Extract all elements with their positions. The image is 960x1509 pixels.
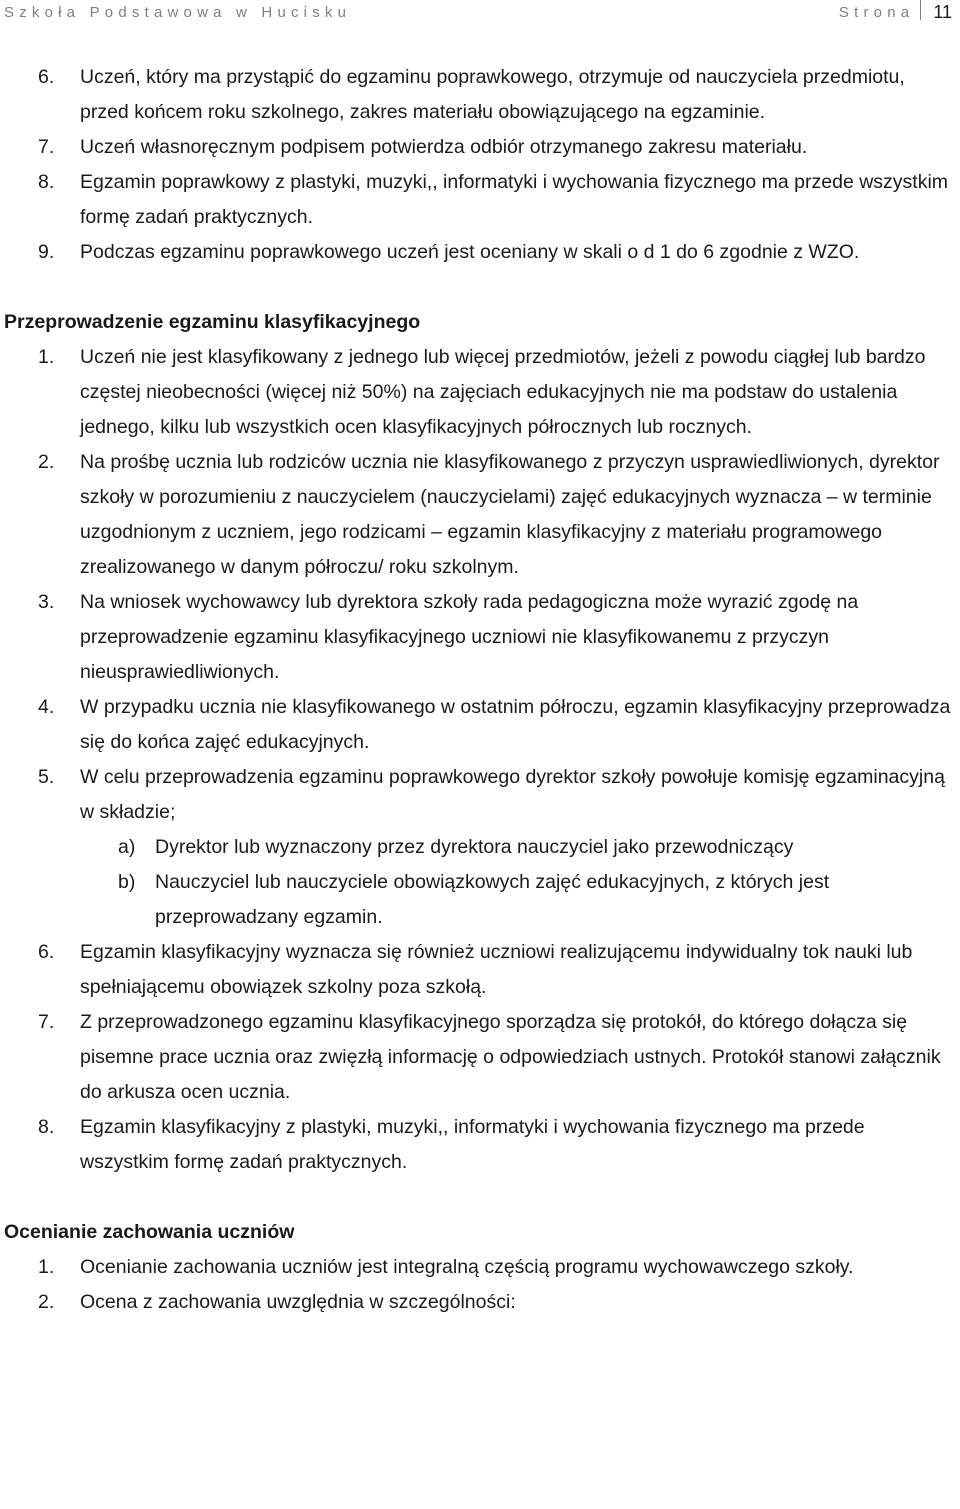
list-number: 5.: [38, 766, 55, 788]
list-item: [0, 690, 960, 760]
list-item: [0, 585, 960, 690]
list-text: Uczeń nie jest klasyfikowany z jednego lub więcej przedmiotów, jeżeli z powodu ciągłej lub bardzo częstej nieobecności (więcej niż 50%) na zajęciach edukacyjnych nie ma podstaw do ustalenia jednego, kilku lub wszystkich ocen klasyfikacyjnych półrocznych lub rocznych.: [80, 346, 926, 438]
sub-list-letter: a): [118, 836, 136, 858]
page-number: 11: [933, 2, 952, 22]
list-item: [0, 60, 960, 130]
list-text: Ocena z zachowania uwzględnia w szczególności:: [80, 1291, 516, 1313]
section-gap: [0, 1180, 960, 1215]
list-item: [0, 1110, 960, 1180]
list-number: 6.: [38, 941, 55, 963]
page-header: [0, 0, 960, 34]
list-item: [0, 130, 960, 165]
list-text: Podczas egzaminu poprawkowego uczeń jest oceniany w skali o d 1 do 6 zgodnie z WZO.: [80, 241, 860, 263]
section-heading: Ocenianie zachowania uczniów: [4, 1221, 295, 1243]
list-item: [0, 1005, 960, 1110]
page-label: Strona: [838, 4, 915, 21]
document-body: [0, 60, 960, 1320]
sub-list-text: Dyrektor lub wyznaczony przez dyrektora nauczyciel jako przewodniczący: [155, 836, 794, 858]
list-text: Egzamin poprawkowy z plastyki, muzyki,, informatyki i wychowania fizycznego ma przede wszystkim formę zadań praktycznych.: [80, 171, 949, 228]
list-item: [0, 1285, 960, 1320]
list-text: Uczeń, który ma przystąpić do egzaminu poprawkowego, otrzymuje od nauczyciela przedmiotu, przed końcem roku szkolnego, zakres materiału obowiązującego na egzaminie.: [80, 66, 905, 123]
list-number: 3.: [38, 591, 55, 613]
school-name: Szkoła Podstawowa w Hucisku: [4, 4, 352, 21]
list-item: [0, 445, 960, 585]
list-number: 7.: [38, 1011, 55, 1033]
list-number: 8.: [38, 1116, 55, 1138]
list-text: Na wniosek wychowawcy lub dyrektora szkoły rada pedagogiczna może wyrazić zgodę na przeprowadzenie egzaminu klasyfikacyjnego uczniowi nie klasyfikowanemu z przyczyn nieusprawiedliwionych.: [80, 591, 859, 683]
section-heading: Przeprowadzenie egzaminu klasyfikacyjnego: [4, 311, 421, 333]
list-item: [0, 235, 960, 270]
list-item: [0, 1250, 960, 1285]
list-number: 6.: [38, 66, 55, 88]
page-indicator: [839, 0, 952, 23]
list-item: [0, 165, 960, 235]
sub-list-item: [0, 865, 960, 935]
list-text: Egzamin klasyfikacyjny wyznacza się również uczniowi realizującemu indywidualny tok nauki lub spełniającemu obowiązek szkolny poza szkołą.: [80, 941, 913, 998]
sub-list-letter: b): [118, 871, 136, 893]
list-text: W celu przeprowadzenia egzaminu poprawkowego dyrektor szkoły powołuje komisję egzaminacyjną w składzie;: [80, 766, 945, 823]
list-number: 2.: [38, 451, 55, 473]
list-number: 9.: [38, 241, 55, 263]
list-number: 8.: [38, 171, 55, 193]
list-number: 1.: [38, 346, 55, 368]
page-separator: [920, 0, 921, 20]
list-number: 1.: [38, 1256, 55, 1278]
list-item: [0, 340, 960, 445]
list-text: W przypadku ucznia nie klasyfikowanego w ostatnim półroczu, egzamin klasyfikacyjny przeprowadza się do końca zajęć edukacyjnych.: [80, 696, 951, 753]
list-number: 7.: [38, 136, 55, 158]
list-number: 4.: [38, 696, 55, 718]
list-text: Ocenianie zachowania uczniów jest integralną częścią programu wychowawczego szkoły.: [80, 1256, 854, 1278]
sub-list-item: [0, 830, 960, 865]
list-number: 2.: [38, 1291, 55, 1313]
list-text: Z przeprowadzonego egzaminu klasyfikacyjnego sporządza się protokół, do którego dołącza się pisemne prace ucznia oraz zwięzłą informację o odpowiedziach ustnych. Protokół stanowi załącznik do arkusza ocen ucznia.: [80, 1011, 941, 1103]
list-text: Egzamin klasyfikacyjny z plastyki, muzyki,, informatyki i wychowania fizycznego ma przede wszystkim formę zadań praktycznych.: [80, 1116, 865, 1173]
list-item: [0, 760, 960, 830]
list-text: Na prośbę ucznia lub rodziców ucznia nie klasyfikowanego z przyczyn usprawiedliwionych, dyrektor szkoły w porozumieniu z nauczycielem (nauczycielami) zajęć edukacyjnych wyznacza – w terminie uzgodnionym z uczniem, jego rodzicami – egzamin klasyfikacyjny z materiału programowego zrealizowanego w danym półroczu/ roku szkolnym.: [80, 451, 940, 578]
list-text: Uczeń własnoręcznym podpisem potwierdza odbiór otrzymanego zakresu materiału.: [80, 136, 808, 158]
sub-list-text: Nauczyciel lub nauczyciele obowiązkowych zajęć edukacyjnych, z których jest przeprowadzany egzamin.: [155, 871, 830, 928]
list-item: [0, 935, 960, 1005]
section-gap: [0, 270, 960, 305]
